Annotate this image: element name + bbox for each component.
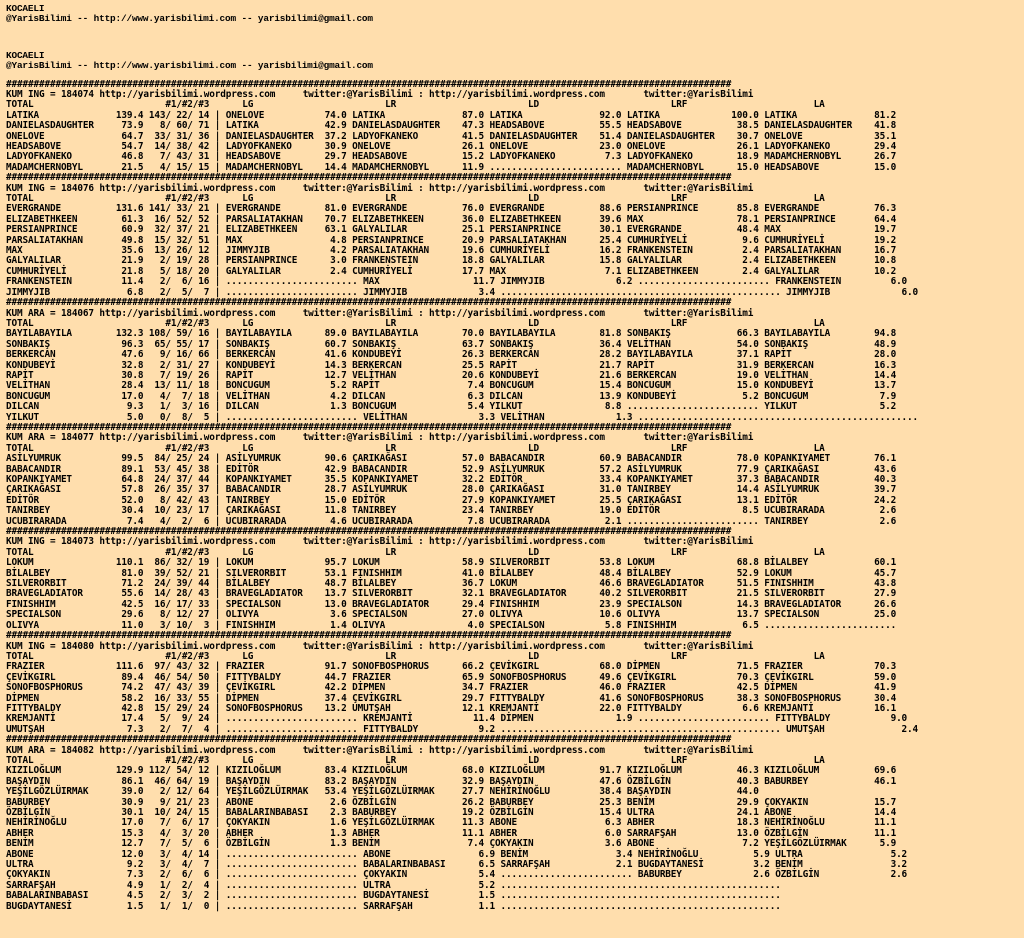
header-city: KOCAELI (6, 4, 45, 14)
header-block-1 (6, 4, 1024, 25)
header-city-repeat: KOCAELI (6, 50, 45, 61)
header-contact: @YarisBilimi -- http://www.yarisbilimi.com -- yarisbilimi@gmail.com (6, 14, 373, 25)
race-results-text: #################################################################################################################################### KUM ING = 184074 http://yarisbilimi.wordpress.com twitter:@YarisBilimi : http://yarisbilimi.wordpress.com twitter:@YarisBilimi TOTAL #1/#2/#3 LG LR LD LRF LA LATIKA 139.4 143/ 22/ 14 | ONELOVE 74.0 LATIKA 87.0 LATIKA 92.0 LATIKA 100.0 LATIKA 81.2 DANIELASDAUGHTER 73.9 8/ 60/ 71 | LATIKA 42.9 DANIELASDAUGHTER 47.3 HEADSABOVE 55.5 HEADSABOVE 38.5 DANIELASDAUGHTER 41.8 ONELOVE 64.7 33/ 31/ 36 | DANIELASDAUGHTER 37.2 LADYOFKANEKO 41.5 DANIELASDAUGHTER 51.4 DANIELASDAUGHTER 30.7 ONELOVE 35.1 HEADSABOVE 54.7 14/ 38/ 42 | LADYOFKANEKO 30.9 ONELOVE 26.1 ONELOVE 23.0 ONELOVE 26.1 LADYOFKANEKO 29.4 LADYOFKANEKO 46.8 7/ 43/ 31 | HEADSABOVE 29.7 HEADSABOVE 15.2 LADYOFKANEKO 7.3 LADYOFKANEKO 18.9 MADAMCHERNOBYL 26.7 MADAMCHERNOBYL 21.5 4/ 15/ 15 | MADAMCHERNOBYL 14.4 MADAMCHERNOBYL 11.9 ........................ MADAMCHERNOBYL 15.0 HEADSABOVE 15.0 #################################################################################################################################### KUM ING = 184076 http://yarisbilimi.wordpress.com twitter:@YarisBilimi : http://yarisbilimi.wordpress.com twitter:@YarisBilimi TOTAL #1/#2/#3 LG LR LD LRF LA EVERGRANDE 131.6 141/ 33/ 21 | EVERGRANDE 81.0 EVERGRANDE 76.0 EVERGRANDE 88.6 PERSIANPRINCE 85.8 EVERGRANDE 76.3 ELIZABETHKEEN 61.3 16/ 52/ 52 | PARSALIATAKHAN 70.7 ELIZABETHKEEN 36.0 ELIZABETHKEEN 39.6 MAX 78.1 PERSIANPRINCE 64.4 PERSIANPRINCE 60.9 32/ 37/ 21 | ELIZABETHKEEN 63.1 GALYALILAR 25.1 PERSIANPRINCE 30.1 EVERGRANDE 48.4 MAX 19.7 PARSALIATAKHAN 49.8 15/ 32/ 51 | MAX 4.8 PERSIANPRINCE 20.9 PARSALIATAKHAN 25.4 CUMHURİYELİ 9.6 CUMHURİYELİ 19.2 MAX 35.6 13/ 26/ 12 | JIMMYJIB 4.2 PARSALIATAKHAN 19.6 CUMHURİYELİ 16.2 FRANKENSTEIN 2.4 PARSALIATAKHAN 16.7 GALYALILAR 21.9 2/ 19/ 28 | PERSIANPRINCE 3.0 FRANKENSTEIN 18.8 GALYALILAR 15.8 GALYALILAR 2.4 ELIZABETHKEEN 10.8 CUMHURİYELİ 21.8 5/ 18/ 20 | GALYALILAR 2.4 CUMHURİYELİ 17.7 MAX 7.1 ELIZABETHKEEN 2.4 GALYALILAR 10.2 FRANKENSTEIN 11.4 2/ 6/ 16 | ........................ MAX 11.7 JIMMYJIB 6.2 ........................ FRANKENSTEIN 6.0 JIMMYJIB 6.8 2/ 5/ 7 | ........................ JIMMYJIB 3.4 ................................................... JIMMYJIB 6.0 #################################################################################################################################### KUM ARA = 184067 http://yarisbilimi.wordpress.com twitter:@YarisBilimi : http://yarisbilimi.wordpress.com twitter:@YarisBilimi TOTAL #1/#2/#3 LG LR LD LRF LA BAYILABAYILA 132.3 108/ 59/ 16 | BAYILABAYILA 89.0 BAYILABAYILA 70.0 BAYILABAYILA 81.8 SONBAKIŞ 66.3 BAYILABAYILA 94.8 SONBAKIŞ 96.3 65/ 55/ 17 | SONBAKIŞ 60.7 SONBAKIŞ 63.7 SONBAKIŞ 36.4 VELİTHAN 54.0 SONBAKIŞ 48.9 BERKERCAN 47.6 9/ 16/ 66 | BERKERCAN 41.6 KONDUBEYİ 26.3 BERKERCAN 28.2 BAYILABAYILA 37.1 RAPİT 28.0 KONDUBEYİ 32.8 2/ 31/ 27 | KONDUBEYİ 14.3 BERKERCAN 25.5 RAPİT 21.7 RAPİT 31.9 BERKERCAN 16.3 RAPİT 30.8 7/ 19/ 26 | RAPİT 12.7 VELİTHAN 20.6 KONDUBEYİ 21.6 BERKERCAN 19.0 VELİTHAN 14.4 VELİTHAN 28.4 13/ 11/ 18 | BONCUGUM 5.2 RAPİT 7.4 BONCUGUM 15.4 BONCUGUM 15.0 KONDUBEYİ 13.7 BONCUGUM 17.0 4/ 7/ 18 | VELİTHAN 4.2 DILCAN 6.3 DILCAN 13.9 KONDUBEYİ 5.2 BONCUGUM 7.9 DILCAN 9.3 1/ 3/ 16 | DILCAN 1.3 BONCUGUM 5.4 YILKUT 8.8 ........................ YILKUT 5.2 YILKUT 5.0 0/ 8/ 5 | ........................ VELİTHAN 3.3 VELİTHAN 1.3 ................................................... #################################################################################################################################### KUM ARA = 184077 http://yarisbilimi.wordpress.com twitter:@YarisBilimi : http://yarisbilimi.wordpress.com twitter:@YarisBilimi TOTAL #1/#2/#3 LG LR LD LRF LA ASİLYUMRUK 99.5 84/ 25/ 24 | ASİLYUMRUK 90.6 ÇARIKAĞASI 57.0 BABACANDIR 60.9 BABACANDIR 78.0 KOPANKIYAMET 76.1 BABACANDIR 89.1 53/ 45/ 38 | EDİTÖR 42.9 BABACANDIR 52.9 ASİLYUMRUK 57.2 ASİLYUMRUK 77.9 ÇARIKAĞASI 43.6 KOPANKIYAMET 64.8 24/ 37/ 44 | KOPANKIYAMET 35.5 KOPANKIYAMET 32.2 EDİTÖR 33.4 KOPANKIYAMET 37.3 BABACANDIR 40.3 ÇARIKAĞASI 57.8 26/ 35/ 37 | BABACANDIR 28.7 ASİLYUMRUK 28.0 ÇARIKAĞASI 31.0 TANIRBEY 14.4 ASİLYUMRUK 39.7 EDİTÖR 52.0 8/ 42/ 43 | TANIRBEY 15.0 EDİTÖR 27.9 KOPANKIYAMET 25.5 ÇARIKAĞASI 13.1 EDİTÖR 24.2 TANIRBEY 30.4 10/ 23/ 17 | ÇARIKAĞASI 11.8 TANIRBEY 23.4 TANIRBEY 19.0 EDİTÖR 8.5 UCUBIRARADA 2.6 UCUBIRARADA 7.4 4/ 2/ 6 | UCUBIRARADA 4.6 UCUBIRARADA 7.8 UCUBIRARADA 2.1 ........................ TANIRBEY 2.6 #################################################################################################################################### KUM ING = 184073 http://yarisbilimi.wordpress.com twitter:@YarisBilimi : http://yarisbilimi.wordpress.com twitter:@YarisBilimi TOTAL #1/#2/#3 LG LR LD LRF LA LOKUM 110.1 86/ 32/ 19 | LOKUM 95.7 LOKUM 58.9 SILVERORBIT 53.8 LOKUM 68.8 BİLALBEY 60.1 BİLALBEY 81.0 39/ 52/ 21 | SILVERORBIT 53.1 FINISHHIM 41.0 BİLALBEY 48.4 BİLALBEY 52.9 LOKUM 45.7 SILVERORBIT 71.2 24/ 39/ 44 | BİLALBEY 48.7 BİLALBEY 36.7 LOKUM 46.6 BRAVEGLADIATOR 51.5 FINISHHIM 43.8 BRAVEGLADIATOR 55.6 14/ 28/ 43 | BRAVEGLADIATOR 13.7 SILVERORBIT 32.1 BRAVEGLADIATOR 40.2 SILVERORBIT 21.5 SILVERORBIT 27.9 FINISHHIM 42.5 16/ 17/ 33 | SPECIALSON 13.0 BRAVEGLADIATOR 29.4 FINISHHIM 23.9 SPECIALSON 14.3 BRAVEGLADIATOR 26.6 SPECIALSON 29.6 8/ 12/ 27 | OLIVYA 3.6 SPECIALSON 27.0 OLIVYA 10.6 OLIVYA 13.7 SPECIALSON 25.0 OLIVYA 11.0 3/ 10/ 3 | FINISHHIM 1.4 OLIVYA 4.0 SPECIALSON 5.8 FINISHHIM 6.5 ........................ #################################################################################################################################### KUM ING = 184080 http://yarisbilimi.wordpress.com twitter:@YarisBilimi : http://yarisbilimi.wordpress.com twitter:@YarisBilimi TOTAL #1/#2/#3 LG LR LD LRF LA FRAZIER 111.6 97/ 43/ 32 | FRAZIER 91.7 SONOFBOSPHORUS 66.2 ÇEVİKGIRL 68.0 DİPMEN 71.5 FRAZIER 70.3 ÇEVİKGIRL 89.4 46/ 54/ 50 | FITTYBALDY 44.7 FRAZIER 65.9 SONOFBOSPHORUS 49.6 ÇEVİKGIRL 70.3 ÇEVİKGIRL 59.0 SONOFBOSPHORUS 74.2 47/ 43/ 39 | ÇEVİKGIRL 42.2 DİPMEN 34.7 FRAZIER 46.0 FRAZIER 42.5 DİPMEN 41.9 DİPMEN 58.2 16/ 33/ 55 | DİPMEN 37.4 ÇEVİKGIRL 29.7 FITTYBALDY 41.6 SONOFBOSPHORUS 38.3 SONOFBOSPHORUS 30.4 FITTYBALDY 42.8 15/ 29/ 24 | SONOFBOSPHORUS 13.2 UMUTŞAH 12.1 KREMJANTİ 22.0 FITTYBALDY 6.6 KREMJANTİ 16.1 KREMJANTİ 17.4 5/ 9/ 24 | ........................ KREMJANTİ 11.4 DİPMEN 1.9 ........................ FITTYBALDY 9.0 UMUTŞAH 7.3 2/ 7/ 4 | ........................ FITTYBALDY 9.2 ................................................... UMUTŞAH 2.4 #################################################################################################################################### KUM ARA = 184082 http://yarisbilimi.wordpress.com twitter:@YarisBilimi : http://yarisbilimi.wordpress.com twitter:@YarisBilimi TOTAL #1/#2/#3 LG LR LD LRF LA KIZILOĞLUM 129.9 112/ 54/ 12 | KIZILOĞLUM 83.4 KIZILOĞLUM 68.0 KIZILOĞLUM 91.7 KIZILOĞLUM 46.3 KIZILOĞLUM 69.6 BAŞAYDIN 86.1 46/ 64/ 19 | BAŞAYDIN 83.2 BAŞAYDIN 32.9 BAŞAYDIN 47.6 ÖZBİLGİN 40.3 BABURBEY 46.1 YEŞİLGÖZLÜIRMAK 39.0 2/ 12/ 64 | YEŞİLGÖZLÜIRMAK 53.4 YEŞİLGÖZLÜIRMAK 27.7 NEHİRİNOĞLU 38.4 BAŞAYDIN 44.0 BABURBEY 30.9 9/ 21/ 23 | ABONE 2.6 ÖZBİLGİN 26.2 BABURBEY 25.3 BENİM 29.9 ÇOKYAKIN 15.7 ÖZBİLGİN 30.1 10/ 24/ 15 | BABALARINBABASI 2.3 BABURBEY 19.2 ÖZBİLGİN 15.4 ULTRA 24.1 ABONE 14.4 NEHİRİNOĞLU 17.0 7/ 6/ 17 | ÇOKYAKIN 1.6 YEŞİLGÖZLÜIRMAK 11.3 ABONE 6.3 ABHER 18.3 NEHİRİNOĞLU 11.1 ABHER 15.3 4/ 3/ 20 | ABHER 1.3 ABHER 11.1 ABHER 6.0 SARRAFŞAH 13.0 ÖZBİLGİN 11.1 BENİM 12.7 7/ 5/ 6 | ÖZBİLGİN 1.3 BENİM 7.4 ÇOKYAKIN 3.6 ABONE 7.2 YEŞİLGÖZLÜIRMAK 5.9 ABONE 12.0 3/ 4/ 14 | ........................ ABONE 6.9 BENİM 3.4 NEHİRİNOĞLU 5.9 ULTRA 5.2 ULTRA 9.2 3/ 4/ 7 | ........................ BABALARINBABASI 6.5 SARRAFŞAH 2.1 BUGDAYTANESİ 3.2 BENİM 3.2 ÇOKYAKIN 7.3 2/ 6/ 6 | ........................ ÇOKYAKIN 5.4 ........................ BABURBEY 2.6 ÖZBİLGİN 2.6 SARRAFŞAH 4.9 1/ 2/ 4 | ........................ ULTRA 5.2 ................................................... BABALARINBABASI 4.5 2/ 3/ 2 | ........................ BUGDAYTANESİ 1.5 ................................................... BUGDAYTANESİ 1.5 1/ 1/ 0 | ........................ SARRAFŞAH 1.1 ................................................... (6, 78, 919, 912)
header-contact-repeat: @YarisBilimi -- http://www.yarisbilimi.com -- yarisbilimi@gmail.com (6, 61, 373, 72)
spacer (6, 25, 1024, 45)
header-block-2 (6, 51, 1024, 72)
